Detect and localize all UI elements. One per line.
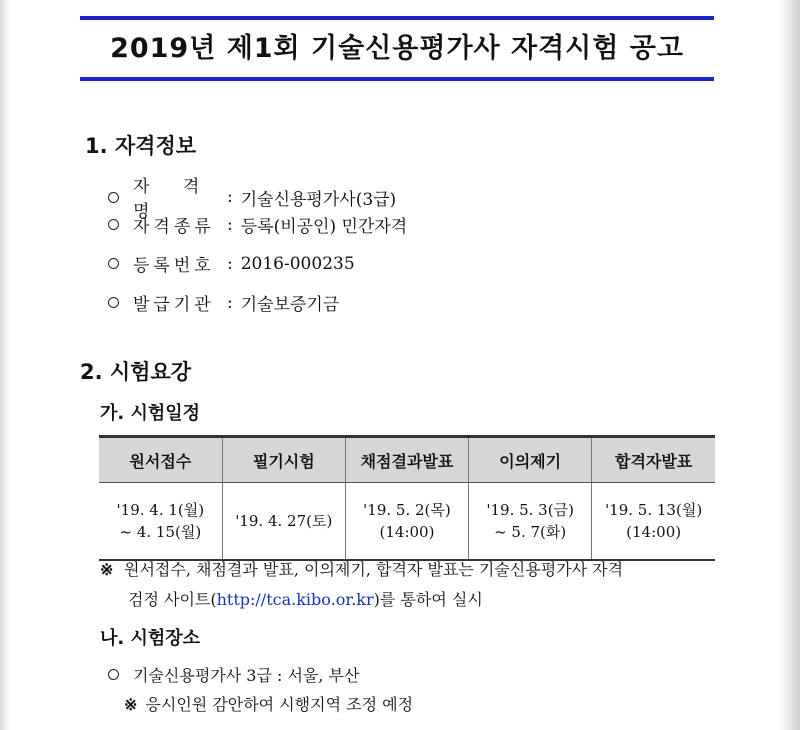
info-value: 등록(비공인) 민간자격 xyxy=(240,217,408,237)
note-text: )를 통하여 실시 xyxy=(373,590,483,609)
column-header: 채점결과발표 xyxy=(345,437,468,483)
table-header-row xyxy=(99,437,715,483)
note-text: 검정 사이트( xyxy=(128,590,217,609)
reference-mark-icon: ※ xyxy=(100,560,114,579)
cell-line: '19. 5. 13(월) xyxy=(605,501,703,519)
info-item-qualification-type: 자격종류 : 등록(비공인) 민간자격 xyxy=(108,212,407,237)
table-cell-written-exam xyxy=(222,483,345,561)
title-bottom-rule xyxy=(80,77,714,81)
cell-line: (14:00) xyxy=(626,523,682,541)
page-edge-shadow-left xyxy=(0,0,10,730)
cell-line: ~ 5. 7(화) xyxy=(494,523,567,541)
info-value: 기술보증기금 xyxy=(240,295,340,315)
info-item-qualification-name: 자 격 명 : 기술신용평가사(3급) xyxy=(108,172,396,222)
reference-mark-icon: ※ xyxy=(124,695,138,714)
exam-site-link[interactable]: http://tca.kibo.or.kr xyxy=(216,590,374,609)
info-label: 자 격 명 xyxy=(133,177,214,222)
table-row xyxy=(99,483,715,561)
subsection-venue-heading: 나. 시험장소 xyxy=(100,628,201,649)
table-cell-score-release xyxy=(345,483,468,561)
circle-bullet-icon xyxy=(108,297,119,308)
title-top-rule xyxy=(80,16,714,20)
column-header: 합격자발표 xyxy=(592,437,715,483)
circle-bullet-icon xyxy=(108,192,119,203)
circle-bullet-icon xyxy=(108,669,119,680)
note-line-1 xyxy=(100,555,720,585)
venue-text: 기술신용평가사 3급 : 서울, 부산 xyxy=(133,666,360,685)
column-header: 이의제기 xyxy=(469,437,592,483)
table-cell-application xyxy=(99,483,222,561)
table-cell-objection xyxy=(469,483,592,561)
circle-bullet-icon xyxy=(108,258,119,269)
venue-note-text: 응시인원 감안하여 시행지역 조정 예정 xyxy=(145,695,414,714)
info-label: 자격종류 xyxy=(133,217,215,237)
section1-heading: 1. 자격정보 xyxy=(85,134,197,158)
section2-heading: 2. 시험요강 xyxy=(80,360,192,384)
page-edge-shadow-right xyxy=(778,0,800,730)
venue-item xyxy=(108,663,359,686)
cell-line: '19. 4. 27(토) xyxy=(235,512,333,530)
page-title: 2019년 제1회 기술신용평가사 자격시험 공고 xyxy=(110,33,684,64)
cell-line: ~ 4. 15(월) xyxy=(119,523,202,541)
venue-note xyxy=(124,692,413,715)
schedule-note xyxy=(100,555,720,615)
column-header: 필기시험 xyxy=(222,437,345,483)
column-header: 원서접수 xyxy=(99,437,222,483)
table-cell-pass-announcement xyxy=(592,483,715,561)
cell-line: '19. 4. 1(월) xyxy=(116,501,205,519)
cell-line: '19. 5. 3(금) xyxy=(486,501,574,519)
note-text: 원서접수, 채점결과 발표, 이의제기, 합격자 발표는 기술신용평가사 자격 xyxy=(124,560,624,579)
info-item-registration-number: 등록번호 : 2016-000235 xyxy=(108,251,355,276)
info-item-issuing-body: 발급기관 : 기술보증기금 xyxy=(108,290,339,315)
subsection-schedule-heading: 가. 시험일정 xyxy=(100,403,201,424)
info-label: 등록번호 xyxy=(133,256,215,276)
cell-line: (14:00) xyxy=(379,523,435,541)
info-value: 기술신용평가사(3급) xyxy=(240,189,397,210)
info-value: 2016-000235 xyxy=(240,253,355,274)
info-label: 발급기관 xyxy=(133,295,215,315)
exam-schedule-table xyxy=(99,435,715,561)
note-line-2 xyxy=(100,585,720,615)
cell-line: '19. 5. 2(목) xyxy=(363,501,451,519)
circle-bullet-icon xyxy=(108,219,119,230)
